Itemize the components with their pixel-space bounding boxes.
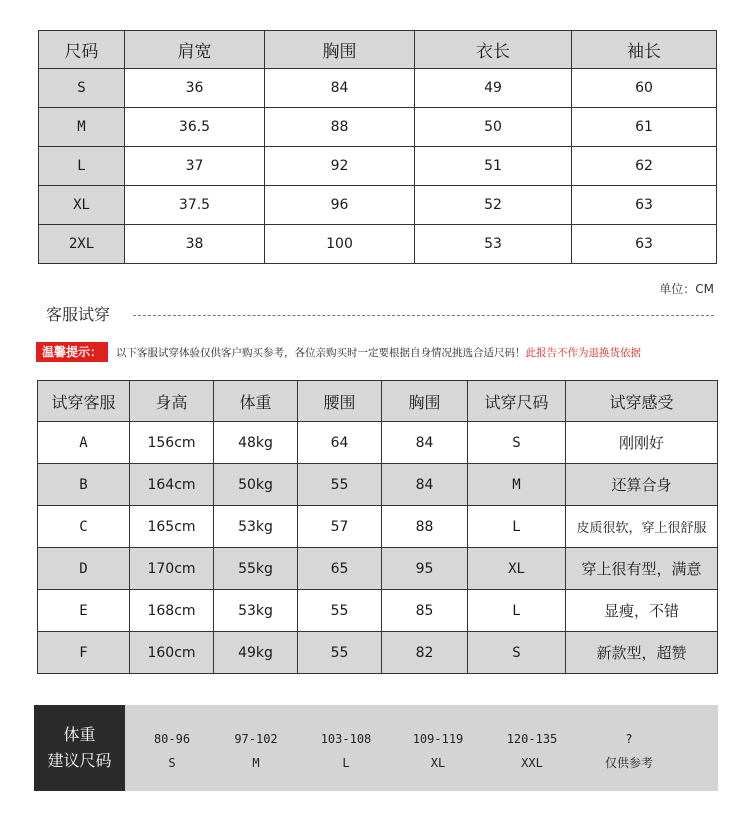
chest-cell: 88 <box>265 108 415 147</box>
header-trial-size: 试穿尺码 <box>468 381 566 422</box>
weight-cell: 55kg <box>214 548 298 590</box>
recommendation-column <box>500 727 564 775</box>
recommendation-column <box>228 727 284 775</box>
recommended-size: 仅供参考 <box>604 756 653 770</box>
header-sleeve: 袖长 <box>572 31 717 69</box>
feeling-cell: 显瘦，不错 <box>566 590 718 632</box>
size-cell: L <box>39 147 125 186</box>
weight-range: 120-135 <box>506 732 558 746</box>
trial-size-cell: XL <box>468 548 566 590</box>
recommendation-label <box>34 705 125 791</box>
sleeve-cell: 62 <box>572 147 717 186</box>
recommendation-label-size: 建议尺码 <box>47 751 112 770</box>
table-row <box>38 464 718 506</box>
recommendation-label-weight: 体重 <box>63 725 96 744</box>
length-cell: 51 <box>415 147 572 186</box>
notice-warning: 此报告不作为退换货依据 <box>525 346 642 359</box>
shoulder-cell: 37 <box>125 147 265 186</box>
sleeve-cell: 61 <box>572 108 717 147</box>
recommendation-column <box>146 727 198 775</box>
weight-cell: 48kg <box>214 422 298 464</box>
header-chest: 胸围 <box>265 31 415 69</box>
shoulder-cell: 36.5 <box>125 108 265 147</box>
recommended-size: S <box>168 756 176 770</box>
table-row <box>38 506 718 548</box>
length-cell: 53 <box>415 225 572 264</box>
weight-range: 97-102 <box>234 732 278 746</box>
feeling-cell: 还算合身 <box>566 464 718 506</box>
trial-size-cell: L <box>468 506 566 548</box>
header-shoulder: 肩宽 <box>125 31 265 69</box>
waist-cell: 64 <box>298 422 382 464</box>
recommendation-column <box>406 727 470 775</box>
header-height: 身高 <box>130 381 214 422</box>
weight-cell: 50kg <box>214 464 298 506</box>
size-cell: 2XL <box>39 225 125 264</box>
recommended-size: XXL <box>521 756 543 770</box>
sleeve-cell: 63 <box>572 225 717 264</box>
weight-range: 80-96 <box>153 732 191 746</box>
chest-cell: 85 <box>382 590 468 632</box>
height-cell: 170cm <box>130 548 214 590</box>
header-feeling: 试穿感受 <box>566 381 718 422</box>
fitting-trial-table <box>37 380 718 674</box>
chest-cell: 100 <box>265 225 415 264</box>
waist-cell: 65 <box>298 548 382 590</box>
chest-cell: 84 <box>265 69 415 108</box>
feeling-cell: 皮质很软，穿上很舒服 <box>566 506 718 548</box>
notice-badge: 温馨提示： <box>36 342 108 362</box>
recommended-size: M <box>252 756 260 770</box>
tester-cell: F <box>38 632 130 674</box>
weight-cell: 53kg <box>214 590 298 632</box>
table-row <box>38 590 718 632</box>
height-cell: 164cm <box>130 464 214 506</box>
chest-cell: 92 <box>265 147 415 186</box>
waist-cell: 57 <box>298 506 382 548</box>
sleeve-cell: 60 <box>572 69 717 108</box>
tester-cell: B <box>38 464 130 506</box>
weight-range: 103-108 <box>320 732 372 746</box>
tester-cell: A <box>38 422 130 464</box>
table-row <box>38 548 718 590</box>
size-cell: M <box>39 108 125 147</box>
size-cell: S <box>39 69 125 108</box>
size-cell: XL <box>39 186 125 225</box>
recommended-size: L <box>342 756 350 770</box>
chest-cell: 96 <box>265 186 415 225</box>
notice-banner <box>36 342 641 362</box>
height-cell: 168cm <box>130 590 214 632</box>
chest-cell: 88 <box>382 506 468 548</box>
recommendation-column <box>314 727 378 775</box>
weight-cell: 49kg <box>214 632 298 674</box>
shoulder-cell: 36 <box>125 69 265 108</box>
chest-cell: 84 <box>382 464 468 506</box>
recommended-size: XL <box>430 756 446 770</box>
trial-section-title: 客服试穿 <box>46 305 111 324</box>
weight-range: ? <box>625 732 633 746</box>
feeling-cell: 穿上很有型，满意 <box>566 548 718 590</box>
weight-range: 109-119 <box>412 732 464 746</box>
waist-cell: 55 <box>298 632 382 674</box>
trial-size-cell: S <box>468 422 566 464</box>
trial-size-cell: L <box>468 590 566 632</box>
waist-cell: 55 <box>298 590 382 632</box>
header-chest: 胸围 <box>382 381 468 422</box>
feeling-cell: 刚刚好 <box>566 422 718 464</box>
feeling-cell: 新款型，超赞 <box>566 632 718 674</box>
table-row <box>39 225 717 264</box>
size-recommendation-bar <box>34 705 718 791</box>
unit-label: 单位：CM <box>659 282 714 296</box>
size-chart-table <box>38 30 717 264</box>
table-row <box>39 147 717 186</box>
table-row <box>39 69 717 108</box>
size-chart-header-row <box>39 31 717 69</box>
dashed-divider <box>133 315 714 316</box>
tester-cell: C <box>38 506 130 548</box>
length-cell: 49 <box>415 69 572 108</box>
height-cell: 160cm <box>130 632 214 674</box>
header-waist: 腰围 <box>298 381 382 422</box>
trial-header-row <box>38 381 718 422</box>
tester-cell: D <box>38 548 130 590</box>
header-tester: 试穿客服 <box>38 381 130 422</box>
weight-cell: 53kg <box>214 506 298 548</box>
chest-cell: 84 <box>382 422 468 464</box>
header-length: 衣长 <box>415 31 572 69</box>
sleeve-cell: 63 <box>572 186 717 225</box>
chest-cell: 95 <box>382 548 468 590</box>
waist-cell: 55 <box>298 464 382 506</box>
length-cell: 52 <box>415 186 572 225</box>
header-weight: 体重 <box>214 381 298 422</box>
header-size: 尺码 <box>39 31 125 69</box>
height-cell: 156cm <box>130 422 214 464</box>
length-cell: 50 <box>415 108 572 147</box>
table-row <box>39 108 717 147</box>
height-cell: 165cm <box>130 506 214 548</box>
table-row <box>38 422 718 464</box>
table-row <box>38 632 718 674</box>
tester-cell: E <box>38 590 130 632</box>
shoulder-cell: 37.5 <box>125 186 265 225</box>
shoulder-cell: 38 <box>125 225 265 264</box>
trial-size-cell: M <box>468 464 566 506</box>
chest-cell: 82 <box>382 632 468 674</box>
notice-text: 以下客服试穿体验仅供客户购买参考，各位亲购买时一定要根据自身情况挑选合适尺码！ <box>116 346 526 359</box>
trial-size-cell: S <box>468 632 566 674</box>
recommendation-column <box>594 727 664 775</box>
table-row <box>39 186 717 225</box>
